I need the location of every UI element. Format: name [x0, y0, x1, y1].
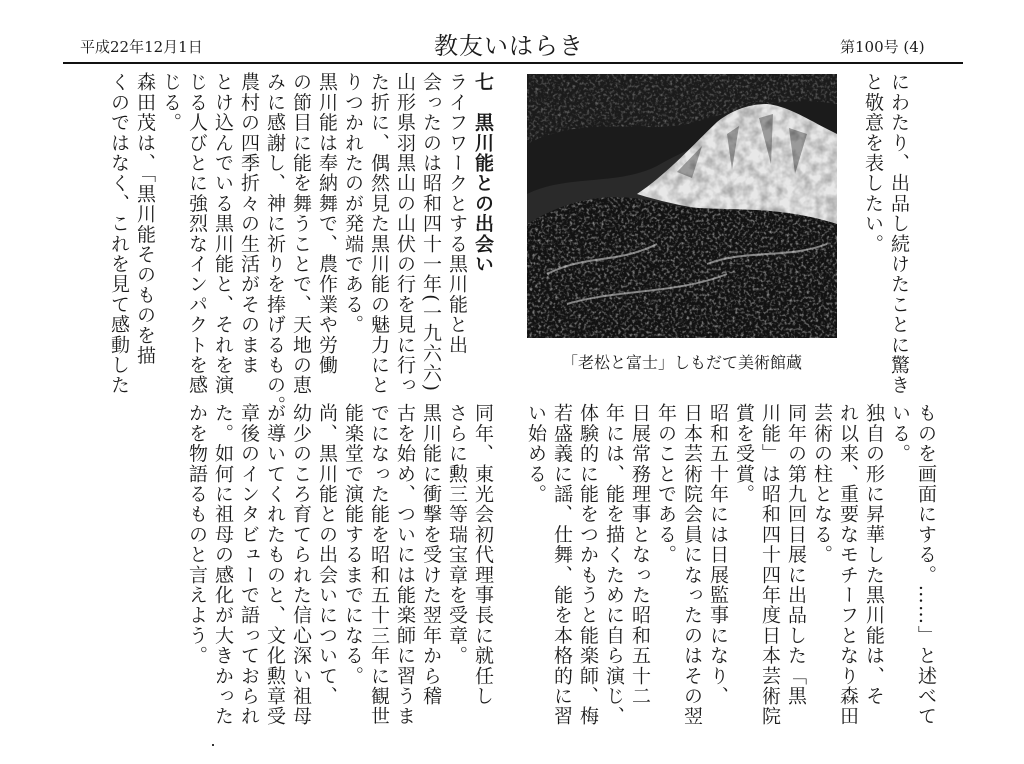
painting-image	[527, 74, 837, 338]
header-rule	[63, 62, 963, 64]
article-text-bottom-left	[132, 403, 496, 727]
text-column: が導いてくれたものと、文化勲章受	[264, 403, 286, 727]
text-column: じる人びとに強烈なインパクトを感	[186, 72, 208, 396]
text-column: 同年の第九回日展に出品した「黒	[785, 403, 807, 706]
text-column: ものを画面にする。……」と述べて	[915, 403, 937, 727]
text-column: 日本芸術院会員になったのはその翌	[681, 403, 703, 727]
text-column: 体験的に能をつかもうと能楽師、梅	[577, 403, 599, 727]
text-column: さらに勲三等瑞宝章を受章。	[446, 403, 468, 666]
text-column: 独自の形に昇華した黒川能は、そ	[863, 403, 885, 706]
text-column: 賞を受賞。	[733, 403, 755, 504]
text-column: 森田茂は、「黒川能そのものを描	[134, 72, 156, 366]
text-column: 年には、能を描くために自ら演じ、	[603, 403, 625, 727]
article-text-top-right	[858, 72, 912, 396]
text-column: 農村の四季折々の生活がそのまま	[238, 72, 260, 375]
text-column: 山形県羽黒山の山伏の行を見に行っ	[394, 72, 416, 396]
text-column: 若盛義に謡、仕舞、能を本格的に習	[551, 403, 573, 727]
masthead-title: 教友いはらき	[434, 32, 584, 60]
text-column: いる。	[889, 403, 911, 464]
text-column: にわたり、出品し続けたことに驚き	[888, 72, 910, 396]
text-column: 黒川能に衝撃を受けた翌年から稽	[420, 403, 442, 706]
text-column: の節目に能を舞うことで、天地の恵	[290, 72, 312, 396]
text-column: 日展常務理事となった昭和五十二	[629, 403, 651, 706]
text-column: 年のことである。	[655, 403, 677, 565]
text-column: 幼少のころ育てられた信心深い祖母	[290, 403, 312, 727]
issue-number: 第100号 (4)	[840, 38, 925, 56]
mount-fuji-painting	[527, 74, 837, 338]
text-column: た。如何に祖母の感化が大きかった	[212, 403, 234, 727]
text-column: じる。	[160, 72, 182, 133]
text-column: れ以来、重要なモチーフとなり森田	[837, 403, 859, 727]
article-text-bottom-right	[525, 403, 939, 727]
text-column: 古を始め、ついには能楽師に習うま	[394, 403, 416, 727]
text-column: でになった能を昭和五十三年に観世	[368, 403, 390, 727]
stray-mark	[212, 744, 214, 746]
text-column: た折に、偶然見た黒川能の魅力にと	[368, 72, 390, 396]
text-column: 尚、黒川能との出会いについて、	[316, 403, 338, 706]
text-column: 芸術の柱となる。	[811, 403, 833, 565]
text-column: 川能」は昭和四十四年度日本芸術院	[759, 403, 781, 727]
text-column: みに感謝し、神に祈りを捧げるもの。	[264, 72, 286, 416]
text-column: りつかれたのが発端である。	[342, 72, 364, 335]
section-heading: 七 黒川能との出会い	[472, 72, 494, 274]
text-column: かを物語るものと言えよう。	[186, 403, 208, 666]
text-column: 能楽堂で演能するまでになる。	[342, 403, 364, 686]
text-column: い始める。	[525, 403, 547, 504]
text-column: と敬意を表したい。	[862, 72, 884, 254]
text-column: 黒川能は奉納舞で、農作業や労働	[316, 72, 338, 375]
article-text-top-left	[108, 72, 496, 416]
text-column: 昭和五十年には日展監事になり、	[707, 403, 729, 706]
text-column: 同年、東光会初代理事長に就任し	[472, 403, 494, 706]
text-column: とけ込んでいる黒川能と、それを演	[212, 72, 234, 396]
text-column: 章後のインタビューで語っておられ	[238, 403, 260, 727]
text-column: 会ったのは昭和四十一年(一九六六)	[420, 72, 442, 393]
header-date: 平成22年12月1日	[80, 38, 203, 56]
text-column: くのではなく、これを見て感動した	[108, 72, 130, 396]
painting-caption: 「老松と富士」しもだて美術館蔵	[561, 353, 802, 372]
text-column: ライフワークとする黒川能と出	[446, 72, 468, 355]
page-header	[0, 0, 1024, 64]
